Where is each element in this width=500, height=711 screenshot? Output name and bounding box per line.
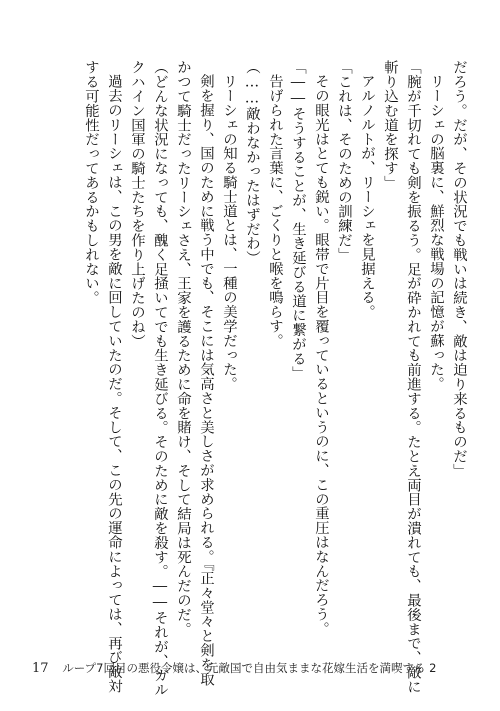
text-line: リーシェの知る騎士道とは、一種の美学だった。 (221, 74, 237, 392)
text-line: （どんな状況になっても、醜く足掻いてでも生き延びる。そのために敵を殺す。――それが、ガル (152, 60, 168, 697)
text-line: その眼光はとても鋭い。眼帯で片目を覆っているというのに、この重圧はなんだろう。 (313, 74, 329, 636)
text-line: 剣を握り、国のために戦う中でも、そこには気高さと美しさが求められる。『正々堂々と剣を取 (198, 74, 214, 687)
text-line: 「腕が千切れても剣を振るう。足が砕かれても前進する。たとえ両目が潰れても、最後まで、敵に (405, 60, 421, 694)
text-line: 斬り込む道を探す」 (382, 60, 398, 190)
text-line: だろう。だが、その状況でも戦いは続き、敵は迫り来るものだ」 (451, 60, 467, 478)
running-title: ループ7回目の悪役令嬢は、元敵国で自由気ままな花嫁生活を満喫する 2 (62, 661, 437, 675)
text-line: （……敵わなかったはずだわ） (244, 60, 260, 265)
text-line: アルノルトが、リーシェを見据える。 (359, 74, 375, 320)
text-line: 過去のリーシェは、この男を敵に回していたのだ。そして、この先の運命によっては、再び敵対 (106, 74, 122, 694)
text-line: かつて騎士だったリーシェさえ、王家を護るために命を賭け、そして結局は死んだのだ。 (175, 60, 191, 636)
text-line: 告げられた言葉に、ごくりと喉を鳴らす。 (267, 74, 283, 348)
text-line: クハイン国軍の騎士たちを作り上げたのね） (129, 60, 145, 348)
page-number: 17 (32, 661, 49, 676)
page-footer (32, 660, 436, 676)
text-line: リーシェの脳裏に、鮮烈な戦場の記憶が蘇った。 (428, 74, 444, 392)
text-line: 「――そうすることが、生き延びる道に繋がる」 (290, 60, 306, 380)
text-line: 「これは、そのための訓練だ」 (336, 60, 352, 262)
text-line: する可能性だってあるかもしれない。 (83, 60, 99, 305)
